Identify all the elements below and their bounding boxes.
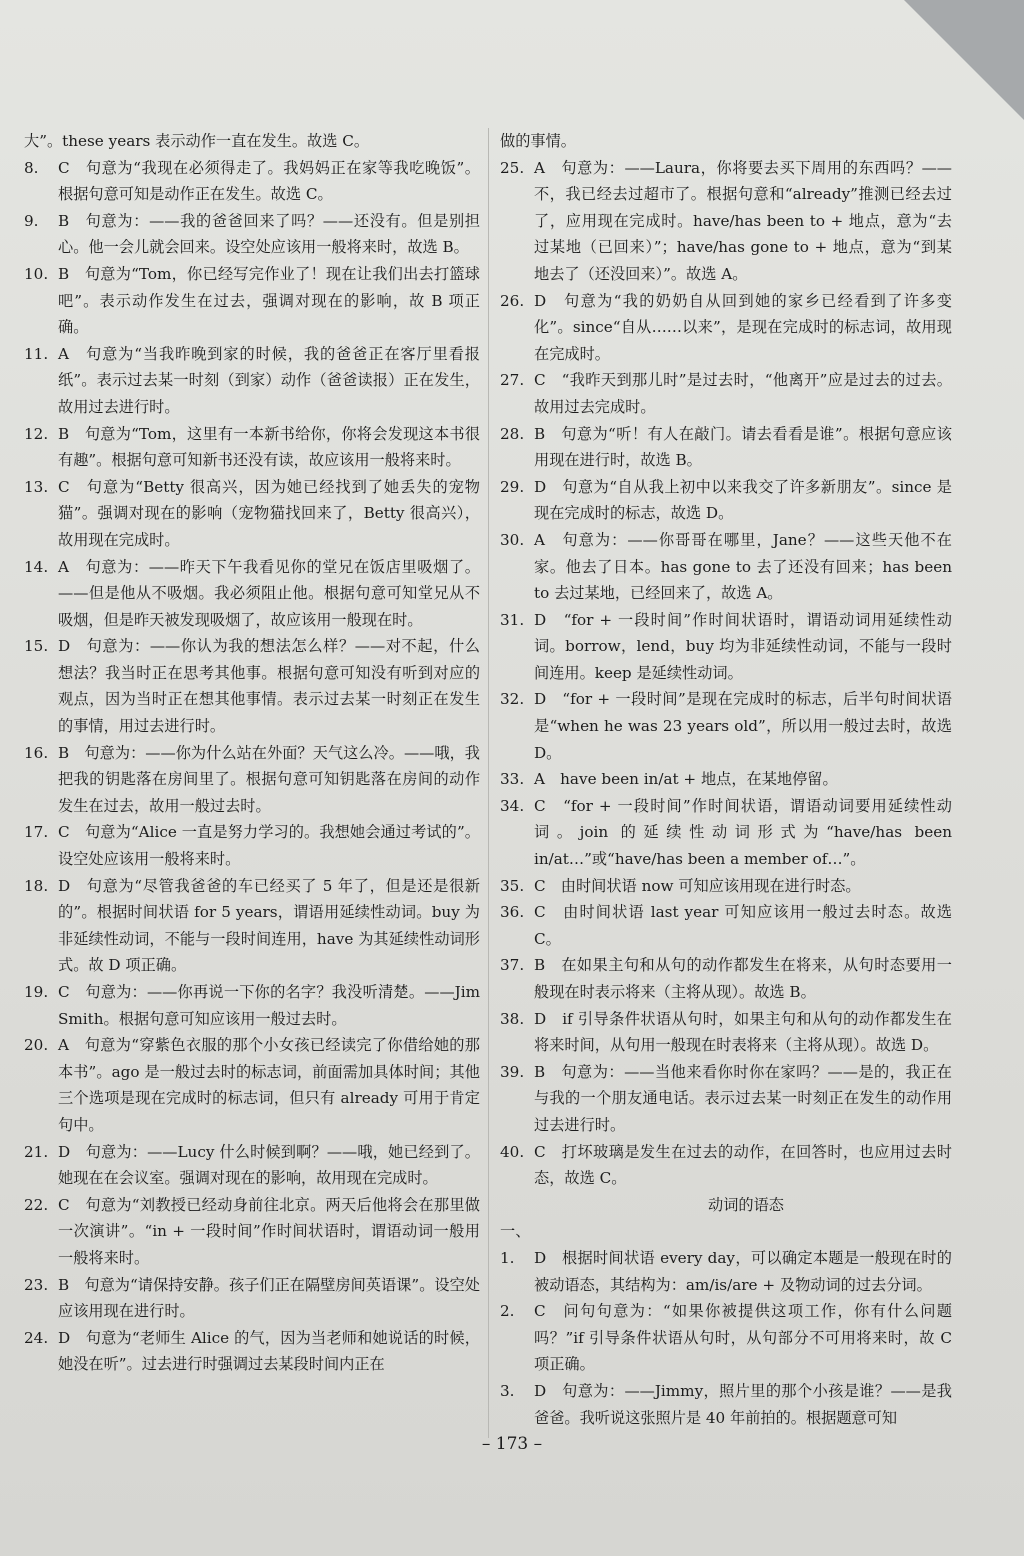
page-corner-fold bbox=[904, 0, 1024, 120]
item-text: C 打坏玻璃是发生在过去的动作，在回答时，也应用过去时态，故选 C。 bbox=[534, 1142, 952, 1188]
item-text: C 句意为“Alice 一直是努力学习的。我想她会通过考试的”。设空处应该用一般将来时。 bbox=[58, 823, 480, 869]
item-number: 17. bbox=[24, 823, 49, 842]
right-column bbox=[500, 128, 952, 1431]
column-divider bbox=[488, 128, 489, 1438]
answer-item bbox=[24, 979, 480, 1032]
left-column bbox=[24, 128, 480, 1378]
item-text: D 句意为“老师生 Alice 的气，因为当老师和她说话的时候，她没在听”。过去进行时强调过去某段时间内正在 bbox=[58, 1328, 480, 1374]
item-text: D 句意为“尽管我爸爸的车已经买了 5 年了，但是还是很新的”。根据时间状语 for 5 years，谓语用延续性动词。buy 为非延续性动词，不能与一段时间连用，have 为其延续性动词形式。故 D 项正确。 bbox=[58, 876, 480, 975]
answer-item bbox=[500, 1006, 952, 1059]
right-column-items bbox=[500, 128, 952, 1192]
item-number: 36. bbox=[500, 903, 525, 922]
item-text: C 句意为：——你再说一下你的名字？我没听清楚。——Jim Smith。根据句意可知应该用一般过去时。 bbox=[58, 983, 480, 1028]
item-text: D 根据时间状语 every day，可以确定本题是一般现在时的被动语态，其结构为：am/is/are + 及物动词的过去分词。 bbox=[534, 1248, 952, 1294]
answer-item bbox=[24, 341, 480, 421]
item-number: 13. bbox=[24, 477, 49, 496]
item-number: 38. bbox=[500, 1009, 525, 1028]
item-number: 10. bbox=[24, 264, 49, 283]
answer-item bbox=[24, 474, 480, 554]
answer-item bbox=[500, 952, 952, 1005]
item-number: 2. bbox=[500, 1302, 515, 1321]
item-text: A 句意为：——Laura，你将要去买下周用的东西吗？——不，我已经去过超市了。根据句意和“already”推测已经去过了，应用现在完成时。have/has been to + 地点，意为“去过某地（已回来）”；have/has gone to + 地点，意为“到某地去了（还没回来）”。故选 A。 bbox=[534, 158, 952, 283]
answer-item bbox=[24, 421, 480, 474]
item-number: 40. bbox=[500, 1142, 525, 1161]
item-number: 37. bbox=[500, 956, 525, 975]
section-title: 动词的语态 bbox=[708, 1195, 784, 1214]
item-text: D 句意为“我的奶奶自从回到她的家乡已经看到了许多变化”。since“自从……以来”，是现在完成时的标志词，故用现在完成时。 bbox=[534, 291, 952, 363]
answer-item bbox=[24, 1032, 480, 1138]
item-number: 9. bbox=[24, 211, 39, 230]
item-text: B 句意为“Tom，这里有一本新书给你，你将会发现这本书很有趣”。根据句意可知新书还没有读，故应该用一般将来时。 bbox=[58, 424, 480, 470]
item-number: 18. bbox=[24, 876, 49, 895]
item-text: 大”。these years 表示动作一直在发生。故选 C。 bbox=[24, 132, 370, 150]
item-number: 20. bbox=[24, 1036, 49, 1055]
item-text: C 由时间状语 now 可知应该用现在进行时态。 bbox=[534, 876, 861, 895]
answer-item bbox=[500, 367, 952, 420]
answer-item bbox=[500, 793, 952, 873]
item-number: 24. bbox=[24, 1328, 49, 1347]
item-text: C “我昨天到那儿时”是过去时，“他离开”应是过去的过去。故用过去完成时。 bbox=[534, 371, 952, 416]
item-number: 14. bbox=[24, 557, 49, 576]
right-column-after-items bbox=[500, 1245, 952, 1431]
answer-item bbox=[24, 633, 480, 739]
item-number: 12. bbox=[24, 424, 49, 443]
item-number: 28. bbox=[500, 424, 525, 443]
answer-item bbox=[500, 527, 952, 607]
answer-item bbox=[500, 686, 952, 766]
item-text: A have been in/at + 地点，在某地停留。 bbox=[534, 770, 838, 789]
item-text: C 句意为“我现在必须得走了。我妈妈正在家等我吃晚饭”。根据句意可知是动作正在发生。故选 C。 bbox=[58, 158, 480, 204]
item-text: 做的事情。 bbox=[500, 132, 576, 150]
answer-item bbox=[24, 1325, 480, 1378]
answer-item bbox=[500, 474, 952, 527]
answer-item bbox=[24, 740, 480, 820]
item-number: 15. bbox=[24, 637, 49, 656]
answer-item bbox=[24, 1272, 480, 1325]
answer-item bbox=[500, 421, 952, 474]
answer-item bbox=[24, 208, 480, 261]
item-text: A 句意为：——你哥哥在哪里，Jane？——这些天他不在家。他去了日本。has gone to 去了还没有回来；has been to 去过某地，已经回来了，故选 A。 bbox=[534, 530, 952, 603]
item-text: D 句意为：——Jimmy，照片里的那个小孩是谁？——是我爸爸。我听说这张照片是 40 年前拍的。根据题意可知 bbox=[534, 1381, 952, 1427]
item-text: D “for + 一段时间”作时间状语时，谓语动词用延续性动词。borrow，lend，buy 均为非延续性动词，不能与一段时间连用。keep 是延续性动词。 bbox=[534, 610, 952, 682]
answer-item bbox=[24, 128, 480, 155]
item-text: A 句意为“穿紫色衣服的那个小女孩已经读完了你借给她的那本书”。ago 是一般过去时的标志词，前面需加具体时间；其他三个选项是现在完成时的标志词，但只有 already 可用于肯定句中。 bbox=[58, 1036, 480, 1134]
item-text: C 由时间状语 last year 可知应该用一般过去时态。故选 C。 bbox=[534, 903, 952, 948]
answer-item bbox=[500, 1378, 952, 1431]
answer-item bbox=[24, 155, 480, 208]
item-text: D if 引导条件状语从句时，如果主句和从句的动作都发生在将来时间，从句用一般现在时表将来（主将从现）。故选 D。 bbox=[534, 1009, 952, 1055]
item-text: D “for + 一段时间”是现在完成时的标志，后半句时间状语是“when he was 23 years old”，所以用一般过去时，故选 D。 bbox=[534, 690, 952, 762]
item-number: 32. bbox=[500, 690, 525, 709]
item-number: 26. bbox=[500, 291, 525, 310]
item-text: D 句意为“自从我上初中以来我交了许多新朋友”。since 是现在完成时的标志，故选 D。 bbox=[534, 477, 952, 523]
answer-item bbox=[500, 607, 952, 687]
item-number: 33. bbox=[500, 770, 525, 789]
item-number: 11. bbox=[24, 344, 49, 363]
item-text: B 句意为“听！有人在敲门。请去看看是谁”。根据句意应该用现在进行时，故选 B。 bbox=[534, 424, 952, 470]
answer-item bbox=[500, 899, 952, 952]
item-text: A 句意为“当我昨晚到家的时候，我的爸爸正在客厅里看报纸”。表示过去某一时刻（到家）动作（爸爸读报）正在发生，故用过去进行时。 bbox=[58, 344, 480, 416]
item-number: 21. bbox=[24, 1142, 49, 1161]
answer-item bbox=[500, 1139, 952, 1192]
item-number: 19. bbox=[24, 983, 49, 1001]
item-text: D 句意为：——Lucy 什么时候到啊？——哦，她已经到了。她现在在会议室。强调对现在的影响，故用现在完成时。 bbox=[58, 1142, 480, 1188]
item-number: 1. bbox=[500, 1248, 515, 1267]
section-marker: 一、 bbox=[500, 1222, 531, 1241]
item-text: A 句意为：——昨天下午我看见你的堂兄在饭店里吸烟了。——但是他从不吸烟。我必须阻止他。根据句意可知堂兄从不吸烟，但是昨天被发现吸烟了，故应该用一般现在时。 bbox=[58, 557, 480, 629]
answer-item bbox=[500, 155, 952, 288]
item-text: C “for + 一段时间”作时间状语，谓语动词要用延续性动词。join 的延续性动词形式为“have/has been in/at…”或“have/has been a member of…”。 bbox=[534, 796, 952, 869]
answer-item bbox=[24, 819, 480, 872]
item-text: B 句意为：——你为什么站在外面？天气这么冷。——哦，我把我的钥匙落在房间里了。根据句意可知钥匙落在房间的动作发生在过去，故用一般过去时。 bbox=[58, 743, 480, 815]
answer-item bbox=[500, 128, 952, 155]
item-number: 30. bbox=[500, 530, 525, 549]
item-number: 39. bbox=[500, 1062, 525, 1081]
item-number: 23. bbox=[24, 1275, 49, 1294]
item-number: 27. bbox=[500, 371, 525, 390]
item-text: B 句意为：——当他来看你时你在家吗？——是的，我正在与我的一个朋友通电话。表示过去某一时刻正在发生的动作用过去进行时。 bbox=[534, 1062, 952, 1134]
answer-item bbox=[24, 873, 480, 979]
answer-item bbox=[500, 1245, 952, 1298]
item-number: 25. bbox=[500, 158, 525, 177]
item-text: C 问句句意为：“如果你被提供这项工作，你有什么问题吗？”if 引导条件状语从句时，从句部分不可用将来时，故 C 项正确。 bbox=[534, 1302, 952, 1374]
item-text: B 句意为“请保持安静。孩子们正在隔壁房间英语课”。设空处应该用现在进行时。 bbox=[58, 1275, 480, 1321]
item-number: 16. bbox=[24, 743, 49, 762]
page-number: – 173 – bbox=[481, 1434, 543, 1454]
item-text: D 句意为：——你认为我的想法怎么样？——对不起，什么想法？我当时正在思考其他事。根据句意可知没有听到对应的观点，因为当时正在想其他事情。表示过去某一时刻正在发生的事情，用过去进行时。 bbox=[58, 637, 480, 736]
item-number: 8. bbox=[24, 158, 39, 177]
answer-item bbox=[24, 261, 480, 341]
item-number: 22. bbox=[24, 1195, 49, 1214]
answer-item bbox=[500, 766, 952, 793]
answer-item bbox=[24, 1192, 480, 1272]
item-text: B 句意为：——我的爸爸回来了吗？——还没有。但是别担心。他一会儿就会回来。设空处应该用一般将来时，故选 B。 bbox=[58, 211, 480, 257]
item-number: 34. bbox=[500, 796, 525, 815]
item-text: B 句意为“Tom，你已经写完作业了！现在让我们出去打篮球吧”。表示动作发生在过去，强调对现在的影响，故 B 项正确。 bbox=[58, 264, 480, 337]
answer-item bbox=[500, 1059, 952, 1139]
item-text: C 句意为“刘教授已经动身前往北京。两天后他将会在那里做一次演讲”。“in + 一段时间”作时间状语时，谓语动词一般用一般将来时。 bbox=[58, 1195, 480, 1267]
item-number: 31. bbox=[500, 610, 525, 629]
item-number: 35. bbox=[500, 876, 525, 895]
answer-item bbox=[500, 873, 952, 900]
item-number: 29. bbox=[500, 477, 525, 496]
item-text: B 在如果主句和从句的动作都发生在将来，从句时态要用一般现在时表示将来（主将从现）。故选 B。 bbox=[534, 956, 952, 1001]
answer-item bbox=[24, 1139, 480, 1192]
answer-item bbox=[24, 554, 480, 634]
item-number: 3. bbox=[500, 1381, 515, 1400]
answer-item bbox=[500, 1298, 952, 1378]
item-text: C 句意为“Betty 很高兴，因为她已经找到了她丢失的宠物猫”。强调对现在的影响（宠物猫找回来了，Betty 很高兴），故用现在完成时。 bbox=[58, 477, 480, 549]
answer-item bbox=[500, 288, 952, 368]
